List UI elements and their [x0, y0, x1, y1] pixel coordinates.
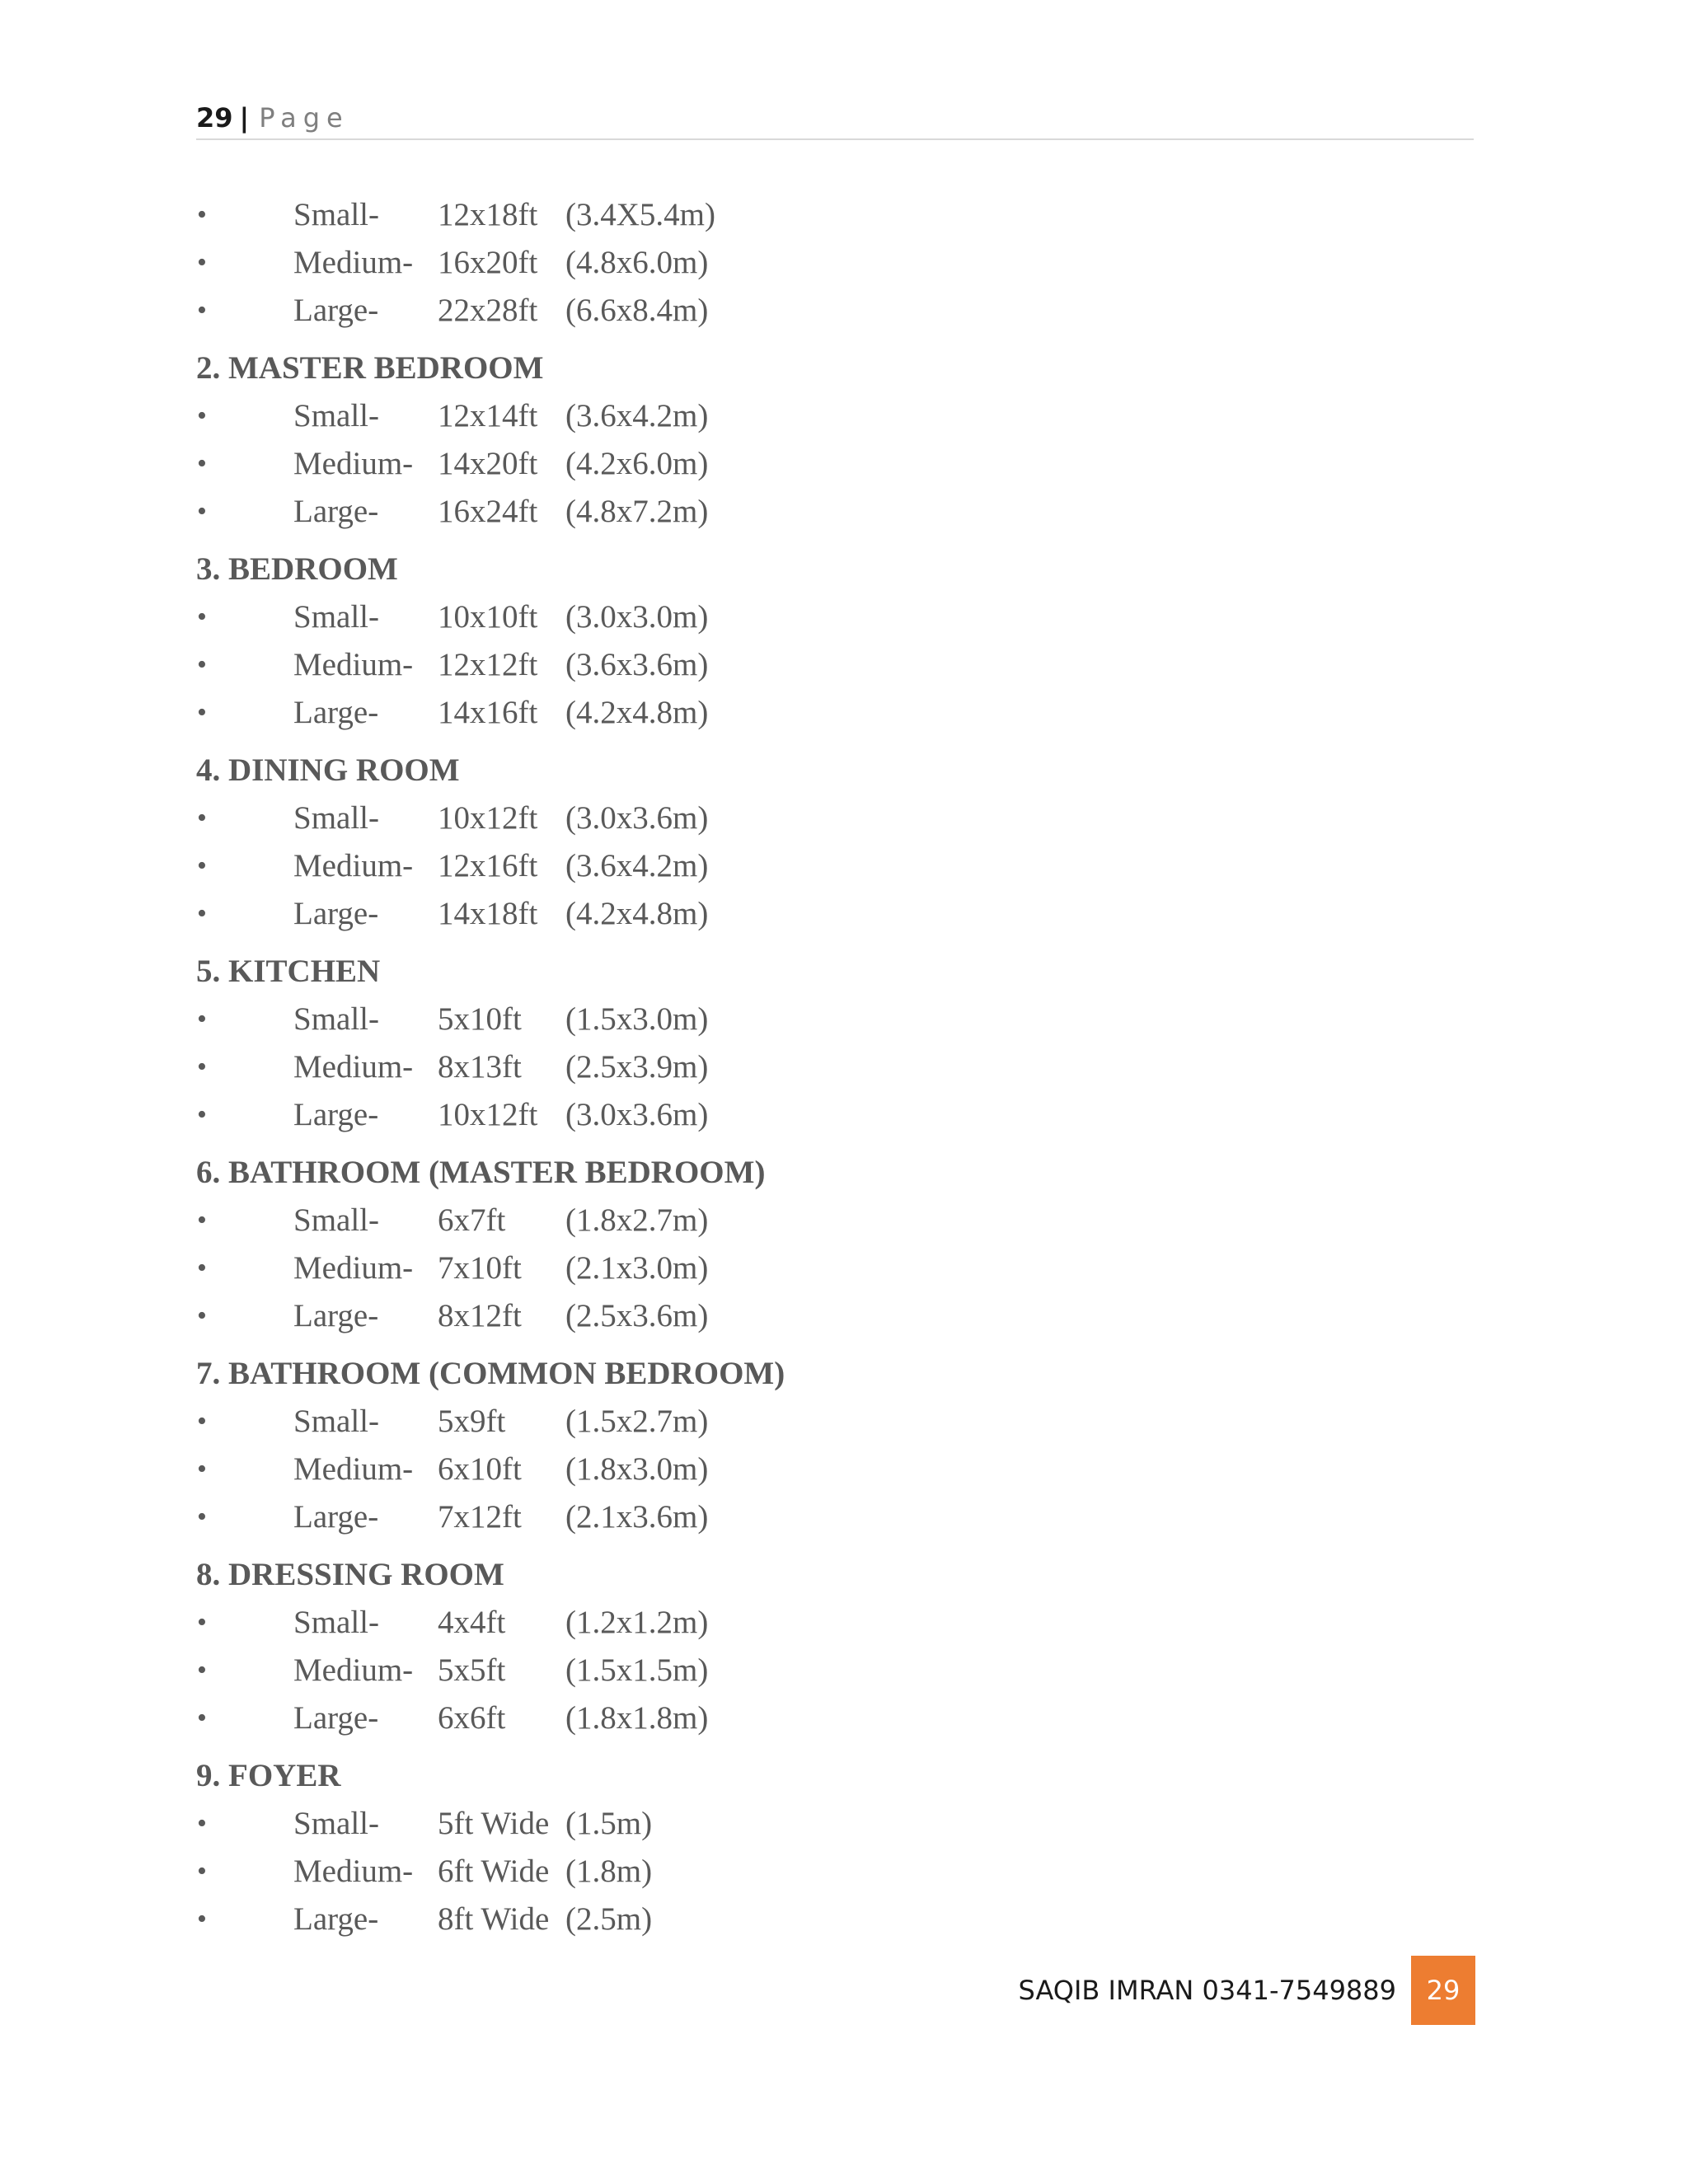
size-label: Large-	[293, 695, 379, 730]
page-footer	[1018, 1956, 1475, 2025]
section-heading: 6. BATHROOM (MASTER BEDROOM)	[196, 1155, 766, 1190]
list-item	[196, 1896, 1350, 1943]
size-feet: 5x5ft	[438, 1652, 506, 1688]
size-label: Medium-	[293, 1451, 414, 1487]
size-meters: (2.1x3.0m)	[565, 1250, 709, 1286]
size-meters: (4.2x6.0m)	[565, 446, 709, 481]
bullet-icon: •	[197, 199, 207, 230]
list-item	[196, 890, 1350, 938]
header-page-number: 29	[196, 102, 233, 134]
size-label: Small-	[293, 1605, 379, 1640]
size-label: Large-	[293, 1097, 379, 1132]
list-item	[196, 1197, 1350, 1244]
list-item	[196, 1599, 1350, 1647]
size-meters: (3.6x4.2m)	[565, 848, 709, 883]
size-feet: 5x9ft	[438, 1404, 506, 1439]
size-label: Small-	[293, 599, 379, 635]
room-size-list	[196, 191, 1350, 1943]
size-meters: (1.8m)	[565, 1854, 653, 1889]
size-meters: (3.6x4.2m)	[565, 398, 709, 434]
size-label: Small-	[293, 800, 379, 836]
size-label: Medium-	[293, 647, 414, 682]
size-feet: 10x12ft	[438, 800, 538, 836]
bullet-icon: •	[197, 1004, 207, 1034]
size-label: Medium-	[293, 1854, 414, 1889]
size-label: Large-	[293, 1298, 379, 1333]
size-meters: (1.8x2.7m)	[565, 1202, 709, 1238]
size-feet: 6x6ft	[438, 1700, 506, 1736]
bullet-icon: •	[197, 1301, 207, 1331]
size-meters: (2.5x3.9m)	[565, 1049, 709, 1085]
size-label: Small-	[293, 1806, 379, 1841]
size-label: Large-	[293, 896, 379, 931]
size-meters: (3.4X5.4m)	[565, 197, 715, 232]
size-label: Small-	[293, 1001, 379, 1037]
bullet-icon: •	[197, 1904, 207, 1934]
size-feet: 7x12ft	[438, 1499, 522, 1535]
size-label: Medium-	[293, 848, 414, 883]
list-item	[196, 191, 1350, 239]
bullet-icon: •	[197, 697, 207, 728]
size-feet: 16x20ft	[438, 245, 538, 280]
size-label: Medium-	[293, 1652, 414, 1688]
size-meters: (1.5x1.5m)	[565, 1652, 709, 1688]
bullet-icon: •	[197, 1406, 207, 1436]
size-feet: 10x12ft	[438, 1097, 538, 1132]
size-label: Medium-	[293, 245, 414, 280]
list-item	[196, 794, 1350, 842]
size-meters: (3.6x3.6m)	[565, 647, 709, 682]
list-item	[196, 488, 1350, 536]
list-item	[196, 1694, 1350, 1742]
header-separator: |	[239, 102, 250, 134]
list-item	[196, 1292, 1350, 1340]
size-meters: (4.8x6.0m)	[565, 245, 709, 280]
size-meters: (1.2x1.2m)	[565, 1605, 709, 1640]
section-heading: 7. BATHROOM (COMMON BEDROOM)	[196, 1356, 785, 1391]
size-label: Small-	[293, 398, 379, 434]
list-item	[196, 641, 1350, 689]
size-feet: 14x18ft	[438, 896, 538, 931]
size-label: Medium-	[293, 1250, 414, 1286]
list-item	[196, 593, 1350, 641]
size-feet: 16x24ft	[438, 494, 538, 529]
size-label: Small-	[293, 197, 379, 232]
size-feet: 8x12ft	[438, 1298, 522, 1333]
section-heading: 9. FOYER	[196, 1758, 341, 1793]
bullet-icon: •	[197, 1703, 207, 1733]
section-heading: 8. DRESSING ROOM	[196, 1557, 504, 1592]
list-item	[196, 1091, 1350, 1139]
list-item	[196, 1848, 1350, 1896]
size-meters: (2.5x3.6m)	[565, 1298, 709, 1333]
size-feet: 5ft Wide	[438, 1806, 550, 1841]
size-feet: 7x10ft	[438, 1250, 522, 1286]
bullet-icon: •	[197, 1099, 207, 1130]
bullet-icon: •	[197, 1502, 207, 1532]
bullet-icon: •	[197, 1856, 207, 1886]
size-feet: 8ft Wide	[438, 1901, 550, 1937]
size-feet: 6x7ft	[438, 1202, 506, 1238]
list-item	[196, 1493, 1350, 1541]
size-label: Large-	[293, 293, 379, 328]
size-label: Medium-	[293, 446, 414, 481]
section-heading: 5. KITCHEN	[196, 954, 381, 989]
list-item	[196, 1244, 1350, 1292]
size-meters: (1.5x2.7m)	[565, 1404, 709, 1439]
size-feet: 14x16ft	[438, 695, 538, 730]
bullet-icon: •	[197, 898, 207, 929]
bullet-icon: •	[197, 649, 207, 680]
list-item	[196, 1043, 1350, 1091]
size-meters: (1.8x1.8m)	[565, 1700, 709, 1736]
bullet-icon: •	[197, 602, 207, 632]
bullet-icon: •	[197, 1808, 207, 1839]
section-heading: 2. MASTER BEDROOM	[196, 350, 544, 386]
list-item	[196, 1800, 1350, 1848]
size-label: Large-	[293, 494, 379, 529]
bullet-icon: •	[197, 851, 207, 881]
bullet-icon: •	[197, 1205, 207, 1235]
footer-page-number-badge: 29	[1411, 1956, 1475, 2025]
list-item	[196, 287, 1350, 335]
size-feet: 6ft Wide	[438, 1854, 550, 1889]
bullet-icon: •	[197, 448, 207, 479]
size-meters: (4.2x4.8m)	[565, 695, 709, 730]
list-item	[196, 239, 1350, 287]
size-feet: 12x18ft	[438, 197, 538, 232]
size-feet: 12x16ft	[438, 848, 538, 883]
size-feet: 12x14ft	[438, 398, 538, 434]
size-meters: (1.5m)	[565, 1806, 653, 1841]
size-meters: (6.6x8.4m)	[565, 293, 709, 328]
header-page-word: Page	[259, 102, 349, 134]
list-item	[196, 392, 1350, 440]
bullet-icon: •	[197, 496, 207, 527]
size-meters: (1.8x3.0m)	[565, 1451, 709, 1487]
list-item	[196, 842, 1350, 890]
footer-author: SAQIB IMRAN 0341-7549889	[1018, 1975, 1396, 2006]
list-item	[196, 689, 1350, 737]
bullet-icon: •	[197, 1253, 207, 1283]
size-feet: 6x10ft	[438, 1451, 522, 1487]
size-meters: (2.1x3.6m)	[565, 1499, 709, 1535]
size-meters: (1.5x3.0m)	[565, 1001, 709, 1037]
size-feet: 10x10ft	[438, 599, 538, 635]
size-meters: (3.0x3.0m)	[565, 599, 709, 635]
size-feet: 14x20ft	[438, 446, 538, 481]
size-feet: 12x12ft	[438, 647, 538, 682]
bullet-icon: •	[197, 247, 207, 278]
size-feet: 22x28ft	[438, 293, 538, 328]
size-label: Large-	[293, 1901, 379, 1937]
list-item	[196, 996, 1350, 1043]
size-meters: (3.0x3.6m)	[565, 1097, 709, 1132]
size-label: Small-	[293, 1404, 379, 1439]
bullet-icon: •	[197, 1454, 207, 1484]
section-heading: 4. DINING ROOM	[196, 752, 460, 788]
size-label: Small-	[293, 1202, 379, 1238]
list-item	[196, 440, 1350, 488]
page-header	[196, 97, 1474, 140]
size-feet: 5x10ft	[438, 1001, 522, 1037]
size-label: Large-	[293, 1700, 379, 1736]
list-item	[196, 1446, 1350, 1493]
size-feet: 8x13ft	[438, 1049, 522, 1085]
bullet-icon: •	[197, 1607, 207, 1638]
size-meters: (3.0x3.6m)	[565, 800, 709, 836]
bullet-icon: •	[197, 1655, 207, 1685]
bullet-icon: •	[197, 803, 207, 833]
list-item	[196, 1647, 1350, 1694]
size-feet: 4x4ft	[438, 1605, 506, 1640]
size-label: Large-	[293, 1499, 379, 1535]
size-label: Medium-	[293, 1049, 414, 1085]
bullet-icon: •	[197, 295, 207, 326]
size-meters: (2.5m)	[565, 1901, 653, 1937]
size-meters: (4.8x7.2m)	[565, 494, 709, 529]
list-item	[196, 1398, 1350, 1446]
bullet-icon: •	[197, 401, 207, 431]
bullet-icon: •	[197, 1052, 207, 1082]
section-heading: 3. BEDROOM	[196, 551, 398, 587]
size-meters: (4.2x4.8m)	[565, 896, 709, 931]
